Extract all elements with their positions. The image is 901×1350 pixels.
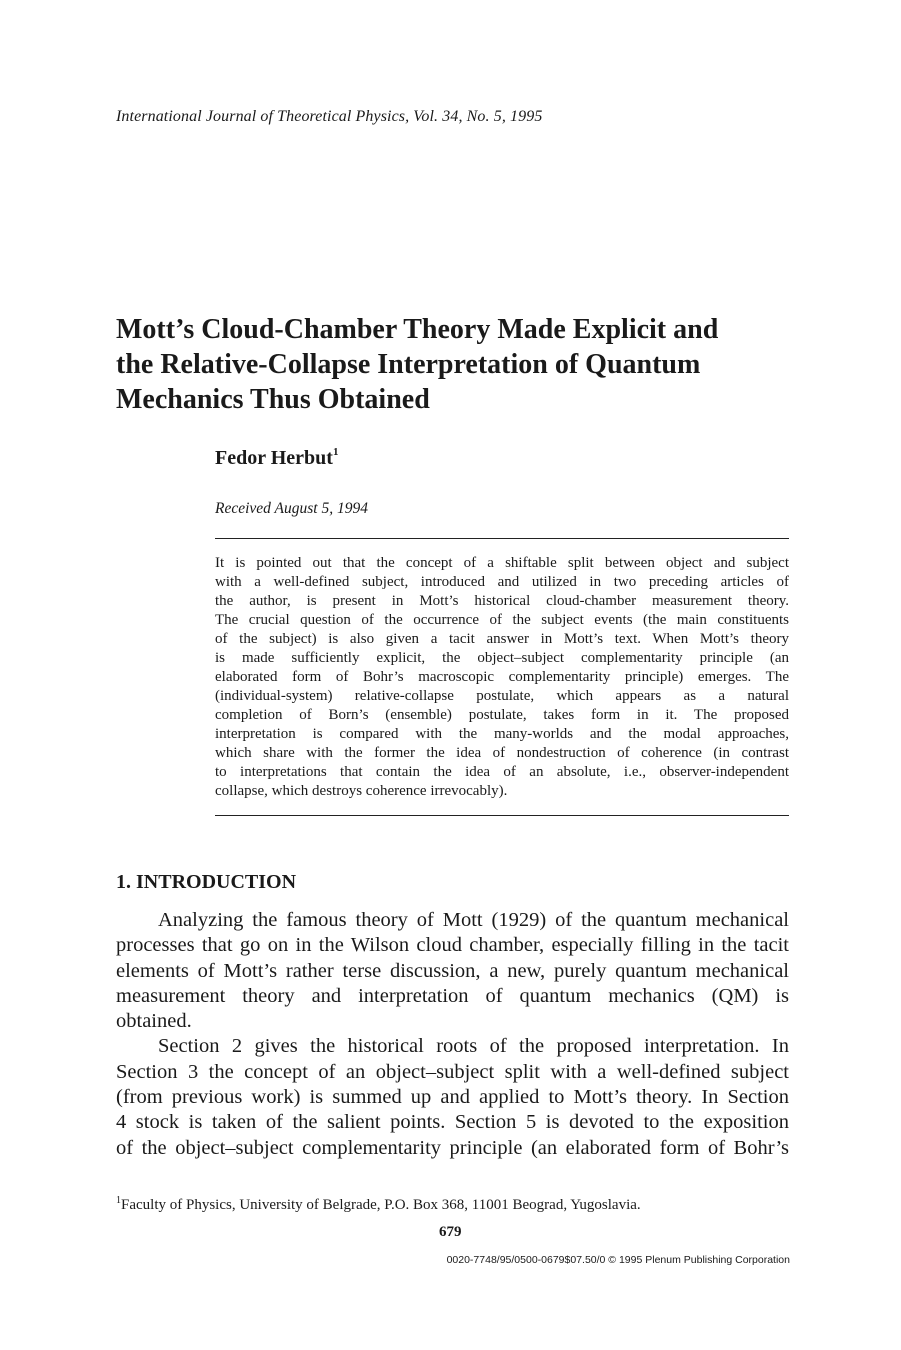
abstract-line: collapse, which destroys coherence irrevocably).: [215, 783, 508, 799]
footnote-mark: 1: [116, 1195, 121, 1206]
abstract-bottom-rule: [215, 815, 789, 816]
section-heading: 1. INTRODUCTION: [116, 871, 297, 893]
abstract-line: interpretation is compared with the many-worlds and the modal approaches,: [215, 726, 789, 742]
running-head: International Journal of Theoretical Physics, Vol. 34, No. 5, 1995: [116, 108, 543, 125]
abstract-line: completion of Born’s (ensemble) postulate, takes form in it. The proposed: [215, 707, 789, 723]
abstract-line: of the subject) is also given a tacit answer in Mott’s text. When Mott’s theory: [215, 631, 789, 647]
body-line: processes that go on in the Wilson cloud chamber, especially filling in the tacit: [116, 934, 789, 957]
abstract-top-rule: [215, 538, 789, 539]
body-line: Section 3 the concept of an object–subject split with a well-defined subject: [116, 1060, 789, 1083]
received-date: Received August 5, 1994: [215, 500, 368, 517]
abstract-line: is made sufficiently explicit, the object–subject complementarity principle (an: [215, 650, 789, 666]
introduction-body: [116, 908, 789, 1161]
abstract-line: which share with the former the idea of nondestruction of coherence (in contrast: [215, 745, 789, 761]
body-line: Analyzing the famous theory of Mott (1929) of the quantum mechanical: [158, 909, 789, 931]
abstract-line: with a well-defined subject, introduced and utilized in two preceding articles of: [215, 574, 789, 590]
abstract-line: to interpretations that contain the idea of an absolute, i.e., observer-independent: [215, 764, 789, 780]
body-line: (from previous work) is summed up and applied to Mott’s theory. In Section: [116, 1086, 789, 1109]
title-line: Mott’s Cloud-Chamber Theory Made Explicit and: [116, 314, 719, 345]
abstract: [215, 554, 789, 801]
abstract-line: It is pointed out that the concept of a shiftable split between object and subject: [215, 555, 789, 571]
abstract-line: The crucial question of the occurrence of the subject events (the main constituents: [215, 612, 789, 628]
author-footnote-mark: 1: [332, 446, 339, 458]
abstract-line: the author, is present in Mott’s historical cloud-chamber measurement theory.: [215, 593, 789, 609]
author-name: Fedor Herbut: [215, 447, 333, 469]
title-line: Mechanics Thus Obtained: [116, 384, 430, 415]
abstract-line: (individual-system) relative-collapse postulate, which appears as a natural: [215, 688, 789, 704]
body-line: elements of Mott’s rather terse discussion, a new, purely quantum mechanical: [116, 959, 789, 982]
page-number: 679: [439, 1224, 462, 1240]
title-line: the Relative-Collapse Interpretation of Quantum: [116, 349, 701, 380]
body-line: measurement theory and interpretation of quantum mechanics (QM) is: [116, 984, 789, 1007]
abstract-line: elaborated form of Bohr’s macroscopic complementarity principle) emerges. The: [215, 669, 789, 685]
body-line: obtained.: [116, 1010, 192, 1033]
copyright-line: 0020-7748/95/0500-0679$07.50/0 © 1995 Plenum Publishing Corporation: [446, 1254, 790, 1266]
body-line: Section 2 gives the historical roots of the proposed interpretation. In: [158, 1035, 789, 1058]
footnote-text: Faculty of Physics, University of Belgrade, P.O. Box 368, 11001 Beograd, Yugoslavia.: [121, 1197, 641, 1213]
paper-title: [116, 312, 816, 417]
author: [215, 446, 338, 470]
footnote: [116, 1195, 641, 1214]
body-line: of the object–subject complementarity principle (an elaborated form of Bohr’s: [116, 1136, 789, 1159]
body-line: 4 stock is taken of the salient points. Section 5 is devoted to the exposition: [116, 1111, 789, 1134]
